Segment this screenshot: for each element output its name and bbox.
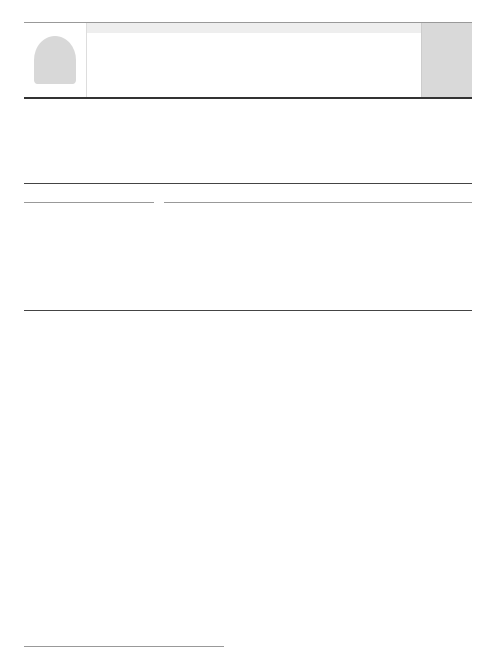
- journal-name: [87, 33, 421, 85]
- article-info: [24, 192, 164, 310]
- body-column-left: [24, 329, 240, 629]
- body-text: [24, 329, 472, 629]
- front-matter: [24, 192, 472, 311]
- body-column-right: [256, 329, 472, 629]
- journal-cover-thumbnail: [421, 23, 472, 97]
- tree-icon: [34, 36, 76, 84]
- masthead-center: [87, 23, 421, 97]
- author-list: [24, 153, 472, 165]
- journal-citation[interactable]: [24, 10, 472, 22]
- journal-homepage[interactable]: [87, 85, 421, 97]
- article-info-heading: [24, 192, 154, 203]
- article-title: [24, 113, 472, 143]
- publisher-logo: [24, 23, 87, 97]
- journal-masthead: [24, 22, 472, 99]
- abstract-heading: [164, 192, 472, 203]
- corresponding-author-footnote: [24, 646, 224, 649]
- author-affiliation: [24, 169, 472, 184]
- abstract: [164, 192, 472, 310]
- contents-line: [87, 23, 421, 33]
